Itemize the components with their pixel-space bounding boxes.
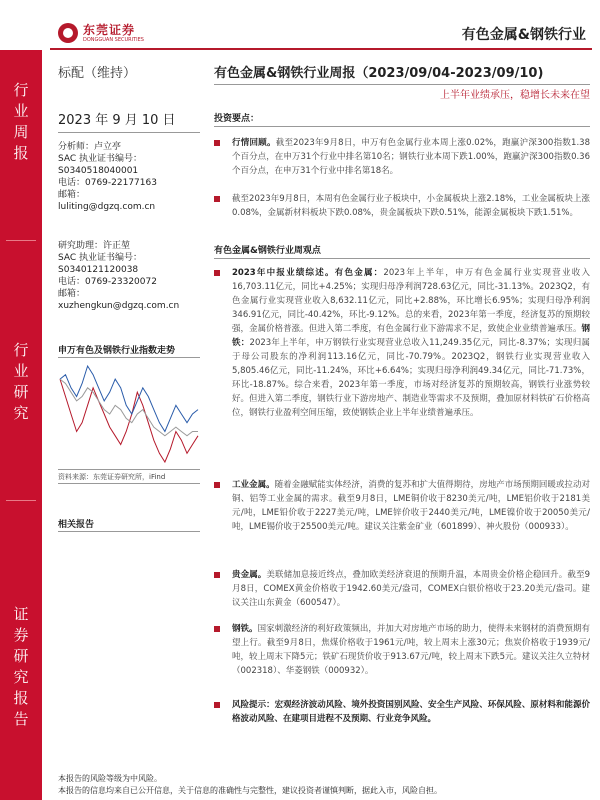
logo-name: 东莞证券: [83, 22, 136, 37]
sidebar-divider: [6, 500, 36, 501]
left-rule: [58, 132, 200, 133]
section-rule: [214, 126, 590, 127]
footer-disclaimer: [58, 773, 442, 797]
report-date: 2023 年 9 月 10 日: [58, 113, 176, 128]
section-rule: [214, 258, 590, 259]
paragraph-market-review: 行情回顾。截至2023年9月8日，申万有色金属行业本周上涨0.02%，跑赢沪深300指数1.38个百分点，在申万31个行业中排名第10名；钢铁行业本周下跌1.00%，跑赢沪深300指数0.36个百分点，在申万31个行业中排名第18名。: [214, 136, 590, 178]
analyst-email-label: 邮箱：: [58, 190, 86, 200]
company-logo: [58, 22, 144, 44]
logo-icon: [58, 23, 78, 43]
footer-info-source: 本报告的信息均来自已公开信息，关于信息的准确性与完整性，建议投资者谨慎判断，据此入市，风险自担。: [58, 786, 442, 795]
report-subtitle: 上半年业绩承压，稳增长未来在望: [214, 84, 590, 100]
sidebar: [0, 50, 42, 800]
chart-rule: [58, 469, 200, 470]
sidebar-divider: [6, 240, 36, 241]
paragraph-precious-metals: 贵金属。美联储加息接近终点，叠加欧美经济衰退的预期升温，本周贵金价格企稳回升。截至9月8日，COMEX黄金价格收于1942.60美元/盎司，COMEX白银价格收于23.20美元/盎司。建议关注山东黄金（600547）。: [214, 568, 590, 610]
weekly-view-heading: 有色金属&钢铁行业周观点: [214, 246, 321, 256]
sidebar-label-weekly: 行 业 周 报: [13, 81, 29, 162]
header-rule: [50, 48, 592, 50]
chart-source: 资料来源：东莞证券研究所，iFind: [58, 473, 166, 481]
analyst-name: 分析师：卢立亭: [58, 142, 122, 152]
paragraph-interim-results: 2023年中报业绩综述。有色金属：2023年上半年，申万有色金属行业实现营业收入16,703.11亿元，同比+4.25%；实现归母净利润728.63亿元，同比-31.13%。2023Q2，有色金属行业实现营业收入8,632.11亿元，同比+2.88%，环比增长6.95%；实现归母净利润346.91亿元，同比-40.42%，环比-9.12%。总的来看，2023年第一季度，经济复苏的预期较强，金属价格普涨。但进入第二季度，有色金属行业下游需求不足，致使企业业绩普遍承压。钢铁：2023年上半年，申万钢铁行业实现营业总收入11,249.35亿元，同比-8.37%；实现归属于母公司股东的净利润113.16亿元，同比-70.79%。2023Q2，钢铁行业实现营业收入5,805.46亿元，同比-11.24%，环比+6.64%；实现归母净利润49.34亿元，同比-71.73%，环比-18.87%。综合来看，2023年第一季度，市场对经济复苏的预期较高，钢铁行业涨势较好。但进入第二季度，钢铁行业下游房地产、制造业等需求不及预期，叠加原材料铁矿石价格高位，钢铁行业盈利空间压缩，致使钢铁企业上半年业绩普遍承压。: [214, 266, 590, 420]
analyst-cert-label: SAC 执业证书编号：: [58, 154, 143, 164]
assistant-name: 研究助理：许正堃: [58, 241, 131, 251]
related-reports-heading: 相关报告: [58, 520, 95, 530]
page-header: [0, 0, 600, 50]
bullet-icon: [214, 572, 220, 578]
index-trend-chart: [58, 360, 200, 468]
sidebar-label-research: 行 业 研 究: [13, 341, 29, 422]
paragraph-industrial-metals: 工业金属。随着金融赋能实体经济，消费的复苏和扩大值得期待，房地产市场预期回暖或拉动对铜、铝等工业金属的需求。截至9月8日，LME铜价收于8230美元/吨，LME铝价收于2181美元/吨，LME铅价收于2227美元/吨，LME锌价收于2440美元/吨，LME镍价收于20050美元/吨，LME锡价收于25500美元/吨。建议关注紫金矿业（601899）、神火股份（000933）。: [214, 478, 590, 534]
chart-rule: [58, 357, 200, 358]
report-title: 有色金属&钢铁行业周报（2023/09/04-2023/09/10): [214, 66, 544, 81]
assistant-cert-no: S0340121120038: [58, 265, 139, 275]
sidebar-label-securities: 证 券 研 究 报 告: [13, 605, 29, 728]
industry-tag: 有色金属&钢铁行业: [461, 27, 586, 43]
analyst-info: [58, 141, 157, 213]
rating: 标配（维持）: [58, 66, 137, 81]
invest-points-heading: 投资要点：: [214, 114, 260, 124]
assistant-email[interactable]: xuzhengkun@dgzq.com.cn: [58, 301, 180, 311]
bullet-icon: [214, 626, 220, 632]
logo-english: DONGGUAN SECURITIES: [83, 36, 144, 43]
assistant-info: [58, 240, 179, 312]
chart-rule: [58, 483, 200, 484]
bullet-icon: [214, 270, 220, 276]
analyst-email[interactable]: luliting@dgzq.com.cn: [58, 202, 156, 212]
paragraph-risk: 风险提示：宏观经济波动风险、境外投资国别风险、安全生产风险、环保风险、原材料和能源价格波动风险、在建项目进程不及预期、行业竞争风险。: [214, 698, 590, 726]
analyst-cert-no: S0340518040001: [58, 166, 139, 176]
bullet-icon: [214, 196, 220, 202]
analyst-phone: 电话：0769-22177163: [58, 178, 157, 188]
paragraph-steel: 钢铁。国家刺激经济的利好政策频出，并加大对房地产市场的助力，使得未来钢材的消费预期有望上行。截至9月8日，焦煤价格收于1961元/吨，较上周末上涨30元；焦炭价格收于1939元/吨，较上周末下降5元；铁矿石现货价收于913.67元/吨，较上周末下跌5元。建议关注久立特材（002318）、华菱钢铁（000932）。: [214, 622, 590, 678]
assistant-email-label: 邮箱：: [58, 289, 86, 299]
paragraph-subsector: 截至2023年9月8日，本周有色金属行业子板块中，小金属板块上涨2.18%，工业金属板块上涨0.08%，金属新材料板块下跌0.08%，贵金属板块下跌0.51%，能源金属板块下跌1.51%。: [214, 192, 590, 220]
assistant-phone: 电话：0769-23320072: [58, 277, 157, 287]
chart-title: 申万有色及钢铁行业指数走势: [58, 346, 176, 356]
footer-risk-level: 本报告的风险等级为中风险。: [58, 774, 162, 783]
bullet-icon: [214, 482, 220, 488]
related-rule: [58, 531, 200, 532]
assistant-cert-label: SAC 执业证书编号：: [58, 253, 143, 263]
bullet-icon: [214, 140, 220, 146]
bullet-icon: [214, 702, 220, 708]
